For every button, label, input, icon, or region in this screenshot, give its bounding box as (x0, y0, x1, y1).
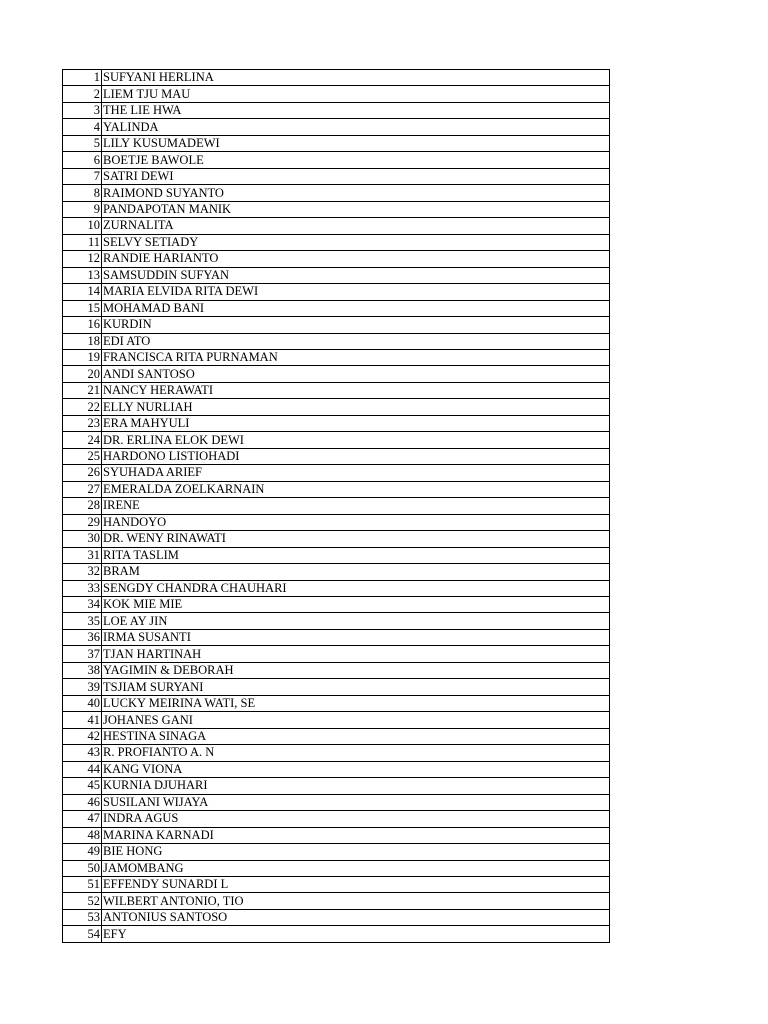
row-name: INDRA AGUS (102, 811, 610, 827)
table-row (63, 679, 610, 695)
row-name: YAGIMIN & DEBORAH (102, 662, 610, 678)
row-number: 15 (63, 300, 102, 316)
row-number: 35 (63, 613, 102, 629)
row-number: 46 (63, 794, 102, 810)
table-row (63, 695, 610, 711)
row-number: 42 (63, 728, 102, 744)
row-number: 12 (63, 251, 102, 267)
table-row (63, 284, 610, 300)
row-name: MARINA KARNADI (102, 827, 610, 843)
table-row (63, 811, 610, 827)
table-row (63, 613, 610, 629)
row-number: 39 (63, 679, 102, 695)
row-number: 38 (63, 662, 102, 678)
row-number: 40 (63, 695, 102, 711)
table-row (63, 267, 610, 283)
table-row (63, 728, 610, 744)
row-name: HANDOYO (102, 514, 610, 530)
table-row (63, 465, 610, 481)
row-name: SAMSUDDIN SUFYAN (102, 267, 610, 283)
row-name: MARIA ELVIDA RITA DEWI (102, 284, 610, 300)
row-name: KOK MIE MIE (102, 597, 610, 613)
table-row (63, 300, 610, 316)
table-row (63, 794, 610, 810)
row-number: 24 (63, 432, 102, 448)
row-number: 10 (63, 218, 102, 234)
row-number: 45 (63, 778, 102, 794)
row-name: SUSILANI WIJAYA (102, 794, 610, 810)
row-name: RAIMOND SUYANTO (102, 185, 610, 201)
row-name: NANCY HERAWATI (102, 382, 610, 398)
row-name: EDI ATO (102, 333, 610, 349)
row-name: KANG VIONA (102, 761, 610, 777)
row-number: 2 (63, 86, 102, 102)
document-page (62, 69, 610, 943)
row-name: EFFENDY SUNARDI L (102, 876, 610, 892)
row-name: IRMA SUSANTI (102, 629, 610, 645)
row-name: EFY (102, 926, 610, 942)
row-name: TJAN HARTINAH (102, 646, 610, 662)
row-number: 52 (63, 893, 102, 909)
table-row (63, 366, 610, 382)
row-name: LILY KUSUMADEWI (102, 135, 610, 151)
row-number: 36 (63, 629, 102, 645)
row-name: WILBERT ANTONIO, TIO (102, 893, 610, 909)
row-number: 9 (63, 201, 102, 217)
table-row (63, 448, 610, 464)
row-number: 27 (63, 481, 102, 497)
table-row (63, 333, 610, 349)
name-list-table (62, 69, 610, 943)
row-number: 4 (63, 119, 102, 135)
table-row (63, 547, 610, 563)
table-row (63, 382, 610, 398)
table-row (63, 580, 610, 596)
row-name: HESTINA SINAGA (102, 728, 610, 744)
table-row (63, 893, 610, 909)
table-row (63, 662, 610, 678)
table-row (63, 597, 610, 613)
table-row (63, 218, 610, 234)
table-row (63, 317, 610, 333)
row-name: KURNIA DJUHARI (102, 778, 610, 794)
row-name: SENGDY CHANDRA CHAUHARI (102, 580, 610, 596)
table-row (63, 926, 610, 942)
row-number: 26 (63, 465, 102, 481)
row-name: ZURNALITA (102, 218, 610, 234)
row-number: 19 (63, 349, 102, 365)
row-number: 14 (63, 284, 102, 300)
row-name: TSJIAM SURYANI (102, 679, 610, 695)
row-number: 30 (63, 531, 102, 547)
row-number: 20 (63, 366, 102, 382)
row-name: EMERALDA ZOELKARNAIN (102, 481, 610, 497)
row-number: 16 (63, 317, 102, 333)
row-name: JAMOMBANG (102, 860, 610, 876)
row-number: 41 (63, 712, 102, 728)
table-row (63, 712, 610, 728)
row-number: 29 (63, 514, 102, 530)
row-name: PANDAPOTAN MANIK (102, 201, 610, 217)
row-name: ELLY NURLIAH (102, 399, 610, 415)
row-number: 21 (63, 382, 102, 398)
row-name: SELVY SETIADY (102, 234, 610, 250)
row-number: 31 (63, 547, 102, 563)
row-name: ANDI SANTOSO (102, 366, 610, 382)
table-row (63, 909, 610, 925)
table-row (63, 498, 610, 514)
table-row (63, 119, 610, 135)
row-name: THE LIE HWA (102, 102, 610, 118)
table-row (63, 70, 610, 86)
row-number: 51 (63, 876, 102, 892)
row-name: DR. ERLINA ELOK DEWI (102, 432, 610, 448)
table-row (63, 564, 610, 580)
table-row (63, 827, 610, 843)
row-number: 13 (63, 267, 102, 283)
row-number: 44 (63, 761, 102, 777)
table-row (63, 102, 610, 118)
row-name: HARDONO LISTIOHADI (102, 448, 610, 464)
row-number: 5 (63, 135, 102, 151)
table-row (63, 415, 610, 431)
table-row (63, 234, 610, 250)
row-name: DR. WENY RINAWATI (102, 531, 610, 547)
table-row (63, 86, 610, 102)
row-name: YALINDA (102, 119, 610, 135)
row-number: 54 (63, 926, 102, 942)
row-number: 23 (63, 415, 102, 431)
row-name: LOE AY JIN (102, 613, 610, 629)
row-name: KURDIN (102, 317, 610, 333)
table-row (63, 481, 610, 497)
row-name: RITA TASLIM (102, 547, 610, 563)
table-row (63, 778, 610, 794)
row-name: SATRI DEWI (102, 168, 610, 184)
table-row (63, 844, 610, 860)
row-number: 22 (63, 399, 102, 415)
table-row (63, 251, 610, 267)
row-name: IRENE (102, 498, 610, 514)
row-number: 47 (63, 811, 102, 827)
row-number: 43 (63, 745, 102, 761)
row-number: 50 (63, 860, 102, 876)
row-number: 7 (63, 168, 102, 184)
row-name: BOETJE BAWOLE (102, 152, 610, 168)
row-name: RANDIE HARIANTO (102, 251, 610, 267)
table-row (63, 514, 610, 530)
name-list-body (63, 70, 610, 943)
row-name: ANTONIUS SANTOSO (102, 909, 610, 925)
row-number: 53 (63, 909, 102, 925)
row-number: 8 (63, 185, 102, 201)
table-row (63, 135, 610, 151)
table-row (63, 185, 610, 201)
table-row (63, 860, 610, 876)
table-row (63, 399, 610, 415)
table-row (63, 168, 610, 184)
row-name: ERA MAHYULI (102, 415, 610, 431)
row-number: 6 (63, 152, 102, 168)
row-name: BRAM (102, 564, 610, 580)
row-number: 33 (63, 580, 102, 596)
table-row (63, 629, 610, 645)
row-number: 37 (63, 646, 102, 662)
table-row (63, 349, 610, 365)
row-name: SYUHADA ARIEF (102, 465, 610, 481)
row-number: 28 (63, 498, 102, 514)
table-row (63, 432, 610, 448)
table-row (63, 761, 610, 777)
row-number: 49 (63, 844, 102, 860)
row-name: LUCKY MEIRINA WATI, SE (102, 695, 610, 711)
row-number: 48 (63, 827, 102, 843)
table-row (63, 646, 610, 662)
row-number: 18 (63, 333, 102, 349)
row-number: 1 (63, 70, 102, 86)
table-row (63, 745, 610, 761)
table-row (63, 531, 610, 547)
row-name: LIEM TJU MAU (102, 86, 610, 102)
row-number: 34 (63, 597, 102, 613)
row-name: FRANCISCA RITA PURNAMAN (102, 349, 610, 365)
row-name: JOHANES GANI (102, 712, 610, 728)
row-name: BIE HONG (102, 844, 610, 860)
row-number: 3 (63, 102, 102, 118)
row-number: 25 (63, 448, 102, 464)
table-row (63, 152, 610, 168)
row-number: 11 (63, 234, 102, 250)
row-name: R. PROFIANTO A. N (102, 745, 610, 761)
row-number: 32 (63, 564, 102, 580)
row-name: SUFYANI HERLINA (102, 70, 610, 86)
table-row (63, 876, 610, 892)
table-row (63, 201, 610, 217)
row-name: MOHAMAD BANI (102, 300, 610, 316)
